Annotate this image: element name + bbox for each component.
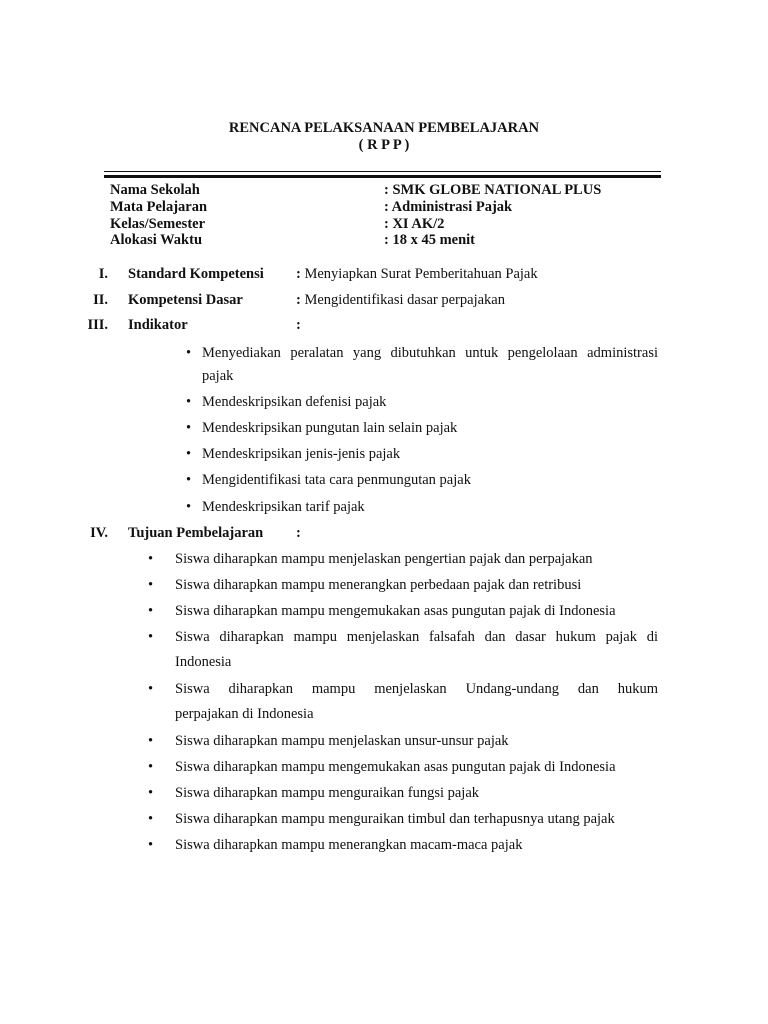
section-colon: : xyxy=(296,292,301,308)
section-number: IV. xyxy=(90,525,108,541)
tujuan-item: Siswa diharapkan mampu menguraikan timbul dan terhapusnya utang pajak xyxy=(175,811,615,827)
bullet-icon: • xyxy=(186,472,192,488)
bullet-icon: • xyxy=(186,499,192,515)
info-label: Kelas/Semester xyxy=(110,216,206,232)
info-value: : XI AK/2 xyxy=(384,216,445,232)
bullet-icon: • xyxy=(148,811,154,827)
tujuan-item: Siswa diharapkan mampu menjelaskan Undang-undang dan hukum xyxy=(175,681,658,697)
bullet-icon: • xyxy=(148,629,154,645)
section-label: Standard Kompetensi xyxy=(128,266,264,282)
bullet-icon: • xyxy=(148,603,154,619)
tujuan-item: Siswa diharapkan mampu menguraikan fungsi pajak xyxy=(175,785,480,801)
section-colon: : xyxy=(296,266,301,282)
bullet-icon: • xyxy=(186,394,192,410)
info-value: : Administrasi Pajak xyxy=(384,199,513,215)
section-label: Indikator xyxy=(128,317,188,333)
indikator-item: Mendeskripsikan jenis-jenis pajak xyxy=(202,446,401,462)
tujuan-item: Indonesia xyxy=(175,654,232,670)
section-label: Tujuan Pembelajaran xyxy=(128,525,264,541)
tujuan-item: Siswa diharapkan mampu menjelaskan unsur-unsur pajak xyxy=(175,733,509,749)
tujuan-item: Siswa diharapkan mampu mengemukakan asas pungutan pajak di Indonesia xyxy=(175,603,616,619)
section-value xyxy=(296,292,505,309)
bullet-icon: • xyxy=(148,681,154,697)
indikator-item: Menyediakan peralatan yang dibutuhkan untuk pengelolaan administrasi xyxy=(202,345,658,361)
tujuan-item: Siswa diharapkan mampu menerangkan macam-maca pajak xyxy=(175,837,523,853)
indikator-item: Mendeskripsikan pungutan lain selain pajak xyxy=(202,420,458,436)
info-label: Alokasi Waktu xyxy=(110,232,203,248)
bullet-icon: • xyxy=(186,446,192,462)
bullet-icon: • xyxy=(186,420,192,436)
document-subtitle: ( R P P ) xyxy=(358,137,410,153)
section-number: II. xyxy=(93,292,108,308)
tujuan-item: Siswa diharapkan mampu mengemukakan asas pungutan pajak di Indonesia xyxy=(175,759,616,775)
section-number: III. xyxy=(87,317,108,333)
bullet-icon: • xyxy=(148,551,154,567)
indikator-item: pajak xyxy=(202,368,234,384)
section-value xyxy=(296,266,538,283)
section-number: I. xyxy=(98,266,108,282)
tujuan-item: Siswa diharapkan mampu menjelaskan pengertian pajak dan perpajakan xyxy=(175,551,593,567)
indikator-item: Mengidentifikasi tata cara penmungutan pajak xyxy=(202,472,471,488)
bullet-icon: • xyxy=(148,733,154,749)
section-colon: : xyxy=(296,525,301,541)
document-title: RENCANA PELAKSANAAN PEMBELAJARAN xyxy=(228,120,540,136)
indikator-item: Mendeskripsikan defenisi pajak xyxy=(202,394,387,410)
bullet-icon: • xyxy=(148,837,154,853)
info-label: Nama Sekolah xyxy=(110,182,200,198)
section-value xyxy=(296,317,301,334)
info-value: : SMK GLOBE NATIONAL PLUS xyxy=(384,182,602,198)
bullet-icon: • xyxy=(186,345,192,361)
info-label: Mata Pelajaran xyxy=(110,199,208,215)
indikator-item: Mendeskripsikan tarif pajak xyxy=(202,499,365,515)
bullet-icon: • xyxy=(148,577,154,593)
tujuan-item: Siswa diharapkan mampu menjelaskan falsafah dan dasar hukum pajak di xyxy=(175,629,658,645)
section-value xyxy=(296,525,301,542)
tujuan-item: Siswa diharapkan mampu menerangkan perbedaan pajak dan retribusi xyxy=(175,577,582,593)
divider-thick xyxy=(104,175,661,178)
section-text: Mengidentifikasi dasar perpajakan xyxy=(300,292,505,308)
tujuan-item: perpajakan di Indonesia xyxy=(175,706,314,722)
bullet-icon: • xyxy=(148,759,154,775)
info-value: : 18 x 45 menit xyxy=(384,232,476,248)
section-text: Menyiapkan Surat Pemberitahuan Pajak xyxy=(300,266,538,282)
section-colon: : xyxy=(296,317,301,333)
section-label: Kompetensi Dasar xyxy=(128,292,243,308)
divider-thin xyxy=(104,171,661,172)
bullet-icon: • xyxy=(148,785,154,801)
